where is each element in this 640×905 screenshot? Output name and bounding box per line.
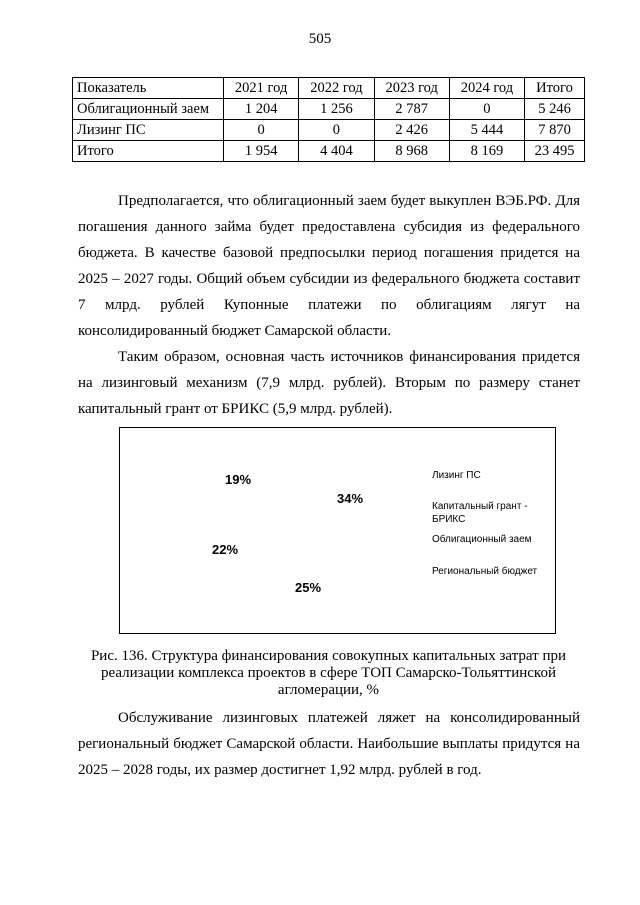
- legend-entry: Лизинг ПС: [432, 470, 481, 481]
- table-header-cell: Показатель: [73, 78, 224, 99]
- table-cell: 8 968: [374, 141, 449, 162]
- table-cell: Итого: [73, 141, 224, 162]
- pie-slice-label: 34%: [337, 491, 364, 506]
- table-cell: 5 246: [525, 99, 585, 120]
- table-row: [73, 120, 585, 141]
- figure-caption: Рис. 136. Структура финансирования совокупных капитальных затрат при реализации комплекса проектов в сфере ТОП Самарско-Тольяттинской агломерации, %: [90, 648, 567, 698]
- financing-structure-chart: [119, 427, 556, 634]
- table-cell: 7 870: [525, 120, 585, 141]
- table-header-row: [73, 78, 585, 99]
- chart-svg: [120, 428, 555, 633]
- table-cell: 0: [449, 99, 524, 120]
- legend-entry: Облигационный заем: [432, 534, 532, 545]
- chart-value-labels: [212, 472, 363, 595]
- pie-slice-label: 25%: [295, 580, 322, 595]
- chart-legend: [432, 470, 538, 577]
- table-header-cell: Итого: [525, 78, 585, 99]
- table-header-cell: 2023 год: [374, 78, 449, 99]
- table-cell: 2 787: [374, 99, 449, 120]
- table-cell: 2 426: [374, 120, 449, 141]
- financing-table: [72, 77, 585, 162]
- table-header-cell: 2021 год: [224, 78, 299, 99]
- paragraph-lease-payments: Обслуживание лизинговых платежей ляжет на консолидированный региональный бюджет Самарской области. Наибольшие выплаты придутся на 2025 – 2028 годы, их размер достигнет 1,92 млрд. рублей в год.: [78, 710, 580, 778]
- paragraph-bond-redemption: Предполагается, что облигационный заем будет выкуплен ВЭБ.РФ. Для погашения данного займа будет предоставлена субсидия из федерального бюджета. В качестве базовой предпосылки период погашения придется на 2025 – 2027 годы. Общий объем субсидии из федерального бюджета составит 7 млрд. рублей Купонные платежи по облигациям лягут на консолидированный бюджет Самарской области.: [78, 193, 580, 339]
- table-cell: 0: [299, 120, 374, 141]
- pie-slice-label: 22%: [212, 542, 239, 557]
- legend-entry: Капитальный грант -: [432, 501, 528, 512]
- table-header-cell: 2024 год: [449, 78, 524, 99]
- table-cell: 23 495: [525, 141, 585, 162]
- table-cell: 4 404: [299, 141, 374, 162]
- table-cell: 0: [224, 120, 299, 141]
- table-row: [73, 141, 585, 162]
- pie-slice-label: 19%: [225, 472, 252, 487]
- table-cell: 1 204: [224, 99, 299, 120]
- page-number: 505: [308, 31, 332, 47]
- table-cell: Лизинг ПС: [73, 120, 224, 141]
- table-cell: 8 169: [449, 141, 524, 162]
- legend-entry: БРИКС: [432, 514, 466, 525]
- table-cell: Облигационный заем: [73, 99, 224, 120]
- legend-entry: Региональный бюджет: [432, 566, 538, 577]
- table-header-cell: 2022 год: [299, 78, 374, 99]
- table-cell: 1 954: [224, 141, 299, 162]
- table-row: [73, 99, 585, 120]
- paragraph-financing-sources: Таким образом, основная часть источников финансирования придется на лизинговый механизм (7,9 млрд. рублей). Вторым по размеру станет капитальный грант от БРИКС (5,9 млрд. рублей).: [78, 349, 580, 417]
- table-cell: 5 444: [449, 120, 524, 141]
- table-cell: 1 256: [299, 99, 374, 120]
